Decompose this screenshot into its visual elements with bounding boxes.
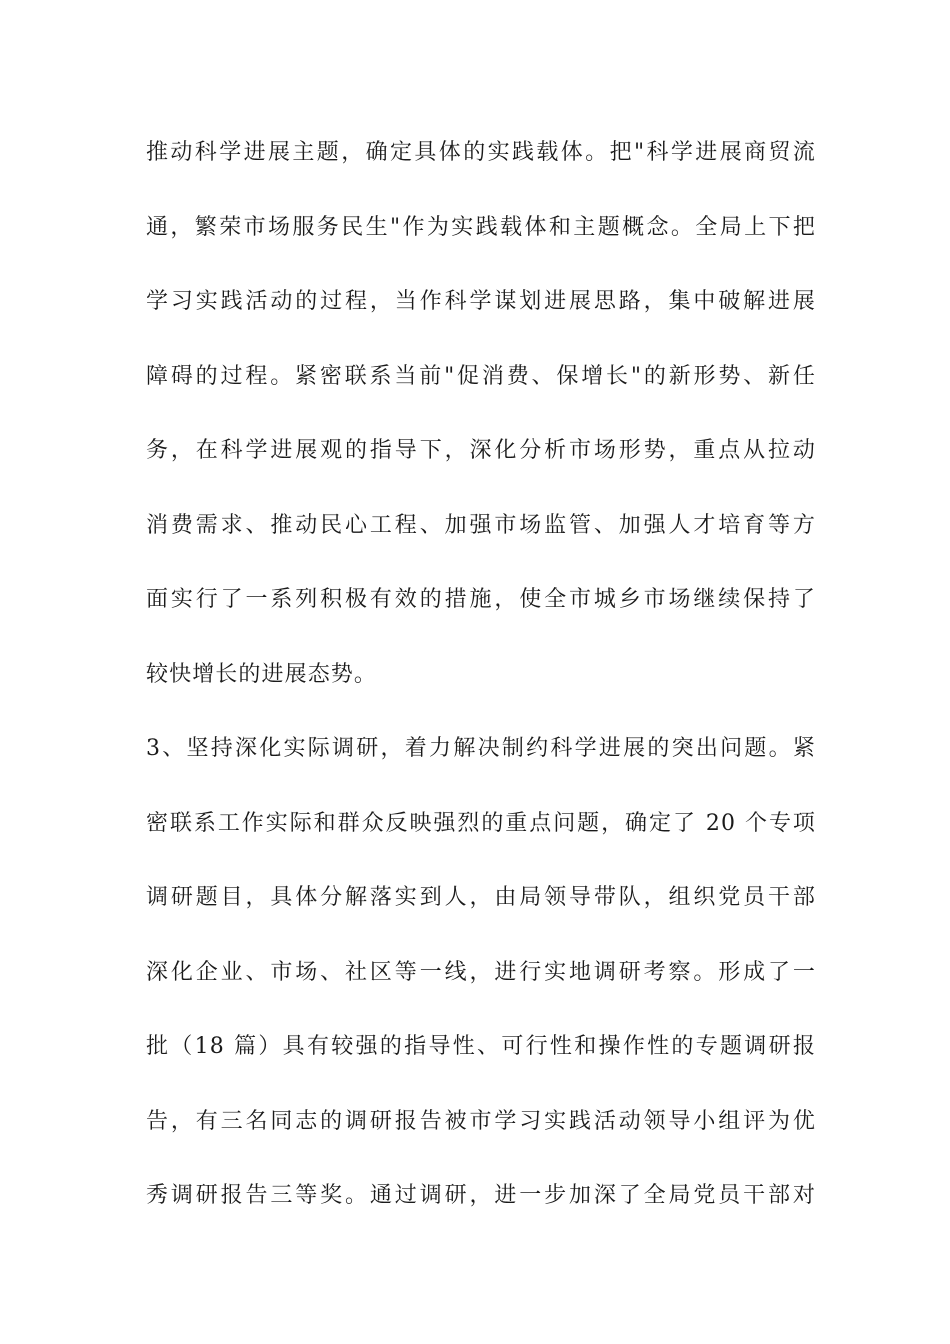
text-line: 较快增长的进展态势。 [146, 661, 378, 687]
text-line: 面实行了一系列积极有效的措施，使全市城乡市场继续保持了 [146, 587, 816, 612]
text-line: 告，有三名同志的调研报告被市学习实践活动领导小组评为优 [146, 1108, 816, 1134]
text-line: 深化企业、市场、社区等一线，进行实地调研考察。形成了一 [146, 959, 816, 985]
text-line: 务，在科学进展观的指导下，深化分析市场形势，重点从拉动 [146, 438, 816, 463]
text-line: 调研题目，具体分解落实到人，由局领导带队，组织党员干部 [146, 885, 816, 910]
text-line: 推动科学进展主题，确定具体的实践载体。把"科学进展商贸流 [146, 140, 816, 165]
text-line: 通，繁荣市场服务民生"作为实践载体和主题概念。全局上下把 [146, 214, 816, 240]
text-line: 密联系工作实际和群众反映强烈的重点问题，确定了 20 个专项 [146, 810, 816, 836]
body-text [146, 131, 816, 1249]
text-line: 学习实践活动的过程，当作科学谋划进展思路，集中破解进展 [146, 289, 816, 314]
text-line: 秀调研报告三等奖。通过调研，进一步加深了全局党员干部对 [146, 1183, 816, 1208]
text-line: 3、坚持深化实际调研，着力解决制约科学进展的突出问题。紧 [146, 736, 816, 761]
text-line: 批（18 篇）具有较强的指导性、可行性和操作性的专题调研报 [146, 1034, 816, 1059]
text-line: 消费需求、推动民心工程、加强市场监管、加强人才培育等方 [146, 512, 816, 538]
text-line: 障碍的过程。紧密联系当前"促消费、保增长"的新形势、新任 [146, 363, 816, 389]
